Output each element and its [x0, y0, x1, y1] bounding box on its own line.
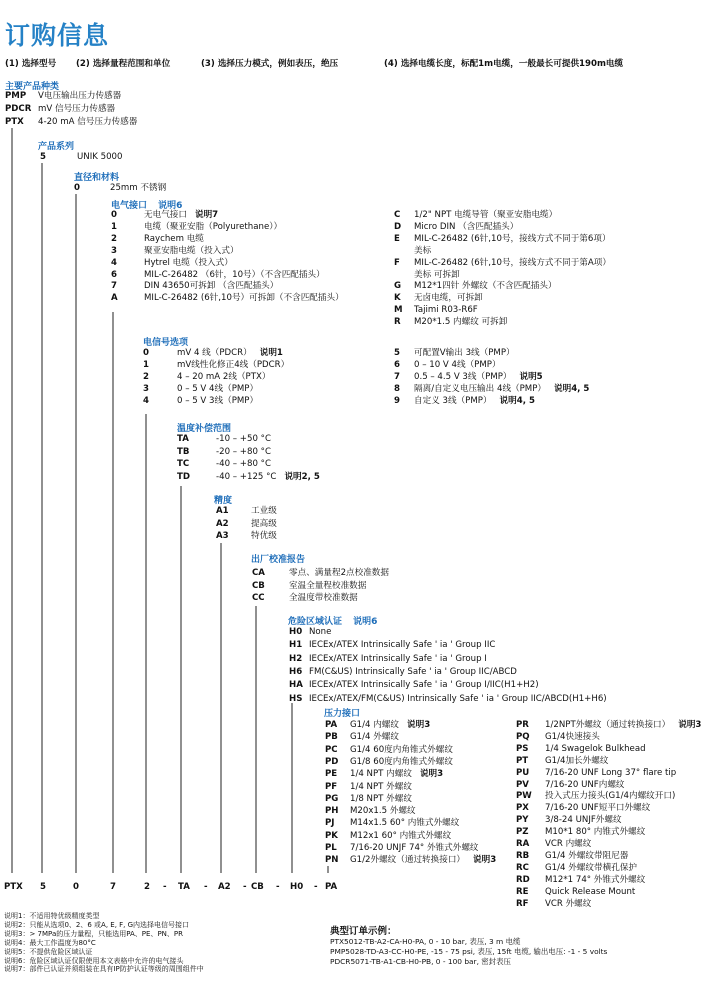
option-desc: MIL-C-26482 (6针,10号，接线方式不同于第6项）	[414, 233, 611, 244]
option-desc: G1/8 60度内角锥式外螺纹	[350, 756, 453, 767]
option-desc: M12*1 74° 外锥式外螺纹	[545, 874, 646, 885]
code-row-item: 5	[40, 882, 46, 892]
hazard-heading-note: 说明6	[353, 617, 378, 627]
option-code: H6	[289, 666, 303, 677]
option-code: 3	[143, 383, 149, 394]
option-desc: Micro DIN （含匹配插头）	[414, 221, 519, 232]
option-code: PL	[325, 843, 337, 853]
option-desc: G1/4快速接头	[545, 731, 600, 742]
option-code: E	[394, 233, 400, 244]
option-desc: 可配置V输出 3线（PMP）	[414, 348, 515, 358]
option-desc: 美标	[414, 245, 432, 256]
code-row-item: 2	[144, 882, 150, 892]
code-row-item: 0	[73, 882, 79, 892]
option-code: PW	[516, 791, 532, 802]
option-desc: 零点、满量程2点校准数据	[289, 568, 389, 578]
option-code: HA	[289, 680, 303, 691]
diameter-code: 0	[74, 183, 80, 193]
option-code: 0	[143, 348, 149, 358]
option-desc: 3/8-24 UNJF外螺纹	[545, 815, 622, 826]
option-note: 说明4, 5	[554, 383, 590, 394]
option-code: H1	[289, 640, 303, 651]
option-desc: IECEx/ATEX Intrinsically Safe ' ia ' Group I	[309, 653, 487, 664]
option-code: RE	[516, 886, 529, 897]
main-type-desc: mV 信号压力传感器	[38, 104, 116, 114]
option-desc: 1/2" NPT 电缆导管（聚亚安脂电缆）	[414, 210, 558, 220]
option-desc: MIL-C-26482 (6针,10号，接线方式不同于第A项）	[414, 257, 611, 268]
option-desc: Tajimi R03-R6F	[414, 305, 478, 316]
option-code: A1	[216, 506, 229, 516]
step-1: (1) 选择型号	[5, 59, 57, 69]
option-code: PR	[516, 720, 529, 730]
option-desc: G1/4 内螺纹 说明3	[350, 720, 431, 730]
temperature-heading: 温度补偿范围	[177, 424, 232, 434]
option-code: A	[111, 293, 118, 304]
option-code: PX	[516, 803, 529, 814]
option-code: PE	[325, 769, 338, 780]
option-code: PC	[325, 744, 338, 755]
option-desc: 1/4 NPT 外螺纹	[350, 781, 412, 792]
option-desc: 投入式压力接头(G1/4内螺纹开口)	[545, 791, 676, 802]
option-desc: 0 – 5 V 4线（PMP）	[177, 383, 259, 394]
step-3: (3) 选择压力模式，例如表压，绝压	[201, 59, 339, 69]
option-code: RD	[516, 874, 530, 885]
option-desc: G1/4加长外螺纹	[545, 755, 609, 766]
option-code: 0	[111, 210, 117, 220]
option-desc: 自定义 3线（PMP） 说明4, 5	[414, 395, 535, 406]
option-desc: DIN 43650可拆卸 （含匹配插头）	[144, 281, 279, 292]
option-desc: 7/16-20 UNJF 74° 外锥式外螺纹	[350, 843, 479, 853]
option-code: RB	[516, 850, 530, 861]
option-code: TC	[177, 459, 190, 469]
option-desc: 0 – 10 V 4线（PMP）	[414, 359, 501, 370]
option-desc: Hytrel 电缆（投入式）	[144, 257, 233, 268]
option-desc: 工业级	[251, 506, 277, 516]
option-code: 7	[394, 371, 400, 382]
main-type-desc: 4-20 mA 信号压力传感器	[38, 117, 138, 127]
option-desc: G1/4 外螺纹带横孔保护	[545, 862, 637, 873]
option-desc: -10 – +50 °C	[216, 434, 271, 444]
note-item: 说明2：只能从选项0、2、6 或A, E, F, G内选择电信号接口	[4, 920, 190, 929]
option-code: 9	[394, 395, 400, 406]
option-desc: 提高级	[251, 518, 277, 529]
signal-heading: 电信号选项	[143, 338, 189, 348]
option-desc: 1/8 NPT 外螺纹	[350, 793, 412, 804]
option-note: 说明3	[419, 769, 444, 780]
option-code: 6	[394, 359, 400, 370]
code-row-item: PTX	[4, 882, 23, 892]
option-desc: -40 – +125 °C 说明2, 5	[216, 471, 320, 482]
option-note: 说明5	[519, 371, 543, 382]
option-code: 6	[111, 269, 117, 280]
option-code: 4	[143, 395, 149, 406]
option-note: 说明1	[259, 348, 283, 358]
option-desc: MIL-C-26482 （6针，10号）（不含匹配插头）	[144, 269, 325, 280]
main-type-desc: V电压输出压力传感器	[38, 91, 122, 101]
option-code: CB	[252, 580, 265, 591]
main-type-heading: 主要产品种类	[5, 82, 60, 92]
option-code: CC	[252, 593, 265, 603]
option-desc: 1/2NPT外螺纹（通过转换接口） 说明3	[545, 720, 702, 730]
code-row-item: -	[314, 882, 318, 892]
option-code: R	[394, 317, 401, 328]
option-desc: G1/4 60度内角锥式外螺纹	[350, 744, 453, 755]
option-code: H2	[289, 653, 303, 664]
option-code: PT	[516, 755, 529, 766]
code-row-item: -	[204, 882, 208, 892]
option-code: F	[394, 257, 400, 268]
option-code: PY	[516, 815, 529, 826]
option-desc: M14x1.5 60° 内锥式外螺纹	[350, 818, 460, 829]
option-desc: 4 – 20 mA 2线（PTX）	[177, 371, 271, 382]
pressure-heading: 压力接口	[324, 709, 361, 719]
diameter-desc: 25mm 不锈钢	[110, 183, 167, 193]
main-type-code: PTX	[5, 117, 24, 127]
option-code: PN	[325, 855, 339, 866]
option-code: 3	[111, 245, 117, 256]
option-code: PJ	[325, 818, 335, 829]
option-desc: VCR 外螺纹	[545, 898, 592, 909]
examples-heading: 典型订单示例：	[330, 926, 397, 937]
option-code: HS	[289, 693, 303, 704]
series-desc: UNIK 5000	[77, 152, 123, 162]
example-item: PTX5012-TB-A2-CA-H0-PA, 0 - 10 bar, 表压, 3 m 电缆	[330, 937, 521, 946]
option-desc: 美标 可拆卸	[414, 269, 460, 280]
option-desc: 7/16-20 UNF内螺纹	[545, 779, 625, 790]
option-code: 8	[394, 383, 400, 394]
option-code: G	[394, 281, 402, 292]
note-item: 说明1：不适用特优级精度类型	[4, 912, 100, 920]
option-code: CA	[252, 568, 265, 578]
main-type-code: PDCR	[5, 104, 32, 114]
option-code: TB	[177, 446, 190, 457]
code-row-item: -	[276, 882, 280, 892]
option-desc: 电缆（聚亚安脂（Polyurethane））	[144, 221, 283, 232]
option-desc: None	[309, 627, 332, 637]
option-code: A2	[216, 518, 229, 529]
option-desc: 1/4 NPT 内螺纹 说明3	[350, 769, 444, 780]
option-code: PH	[325, 806, 339, 817]
option-code: 1	[143, 359, 149, 370]
option-desc: 隔离/自定义电压输出 4线（PMP） 说明4, 5	[414, 383, 590, 394]
option-desc: -20 – +80 °C	[216, 446, 271, 457]
option-code: RF	[516, 898, 529, 909]
step-4: (4) 选择电缆长度，标配1m电缆，一般最长可提供190m电缆	[384, 59, 624, 69]
option-note: 说明7	[194, 210, 219, 220]
option-code: M	[394, 305, 403, 316]
option-note: 说明2, 5	[284, 471, 320, 482]
main-type-code: PMP	[5, 91, 27, 101]
option-code: PA	[325, 720, 338, 730]
note-item: 说明4：最大工作温度为80°C	[4, 938, 96, 947]
option-desc: M12x1 60° 内锥式外螺纹	[350, 830, 452, 841]
option-code: PU	[516, 767, 530, 778]
note-item: 说明6：危险区域认证仅限使用本文表格中允许的电气接头	[4, 956, 184, 965]
option-code: 4	[111, 257, 117, 268]
option-code: H0	[289, 627, 303, 637]
option-code: PS	[516, 743, 529, 754]
code-row-item: 7	[110, 882, 116, 892]
hazard-heading-text: 危险区域认证	[288, 617, 343, 627]
code-row-item: A2	[218, 882, 231, 892]
option-code: PD	[325, 756, 339, 767]
option-desc: 特优级	[251, 531, 277, 541]
option-desc: 全温度带校准数据	[289, 593, 358, 603]
option-code: K	[394, 293, 401, 304]
code-row-item: -	[243, 882, 247, 892]
option-desc: G1/4 外螺纹带阻尼器	[545, 850, 629, 861]
code-row-item: -	[163, 882, 167, 892]
option-desc: IECEx/ATEX Intrinsically Safe ' ia ' Group I/IIC(H1+H2)	[309, 680, 539, 691]
diameter-heading: 直径和材料	[74, 173, 120, 183]
option-code: 2	[111, 233, 117, 244]
option-desc: 0.5 – 4.5 V 3线（PMP） 说明5	[414, 371, 543, 382]
option-desc: 室温全量程校准数据	[289, 580, 367, 591]
accuracy-heading: 精度	[214, 496, 233, 506]
code-row-item: H0	[290, 882, 304, 892]
option-desc: 0 – 5 V 3线（PMP）	[177, 395, 259, 406]
option-code: PZ	[516, 827, 529, 838]
option-code: D	[394, 221, 402, 232]
option-desc: -40 – +80 °C	[216, 459, 271, 469]
option-code: C	[394, 210, 401, 220]
option-code: PV	[516, 779, 529, 790]
option-code: 2	[143, 371, 149, 382]
option-note: 说明3	[407, 720, 431, 730]
option-desc: IECEx/ATEX Intrinsically Safe ' ia ' Group IIC	[309, 640, 496, 651]
option-desc: M20*1.5 内螺纹 可拆卸	[414, 317, 508, 328]
option-desc: M20x1.5 外螺纹	[350, 806, 416, 817]
series-heading: 产品系列	[38, 142, 75, 152]
option-code: 7	[111, 281, 117, 292]
code-row-item: PA	[325, 882, 338, 892]
page-title: 订购信息	[5, 21, 110, 50]
option-note: 说明4, 5	[499, 395, 535, 406]
option-desc: 聚亚安脂电缆（投入式）	[144, 245, 239, 256]
option-code: TA	[177, 434, 189, 444]
note-item: 说明5：不提供危险区域认证	[4, 947, 93, 956]
option-note: 说明3	[473, 855, 497, 866]
option-desc: M10*1 80° 内锥式外螺纹	[545, 827, 646, 838]
option-code: PQ	[516, 731, 530, 742]
option-code: PG	[325, 793, 339, 804]
option-note: 说明3	[678, 720, 702, 730]
electrical-heading-text: 电气接口	[111, 201, 148, 211]
option-code: 1	[111, 221, 117, 232]
option-code: 5	[394, 348, 400, 358]
option-code: RC	[516, 862, 529, 873]
series-code: 5	[40, 152, 46, 162]
option-desc: 7/16-20 UNF短平口外螺纹	[545, 803, 651, 814]
option-desc: IECEx/ATEX/FM(C&US) Intrinsically Safe ' ia ' Group IIC/ABCD(H1+H6)	[309, 693, 607, 704]
code-row-item: TA	[178, 882, 190, 892]
calibration-heading: 出厂校准报告	[251, 555, 306, 565]
option-desc: 无电气接口 说明7	[144, 210, 219, 220]
option-desc: M12*1四针 外螺纹（不含匹配插头）	[414, 281, 557, 292]
option-code: PK	[325, 830, 338, 841]
option-desc: 1/4 Swagelok Bulkhead	[545, 743, 646, 754]
option-desc: mV 4 线（PDCR） 说明1	[177, 348, 283, 358]
step-2: (2) 选择量程范围和单位	[76, 59, 171, 69]
option-desc: FM(C&US) Intrinsically Safe ' ia ' Group IIC/ABCD	[309, 666, 517, 677]
option-desc: G1/4 外螺纹	[350, 732, 400, 743]
electrical-heading-note: 说明6	[158, 201, 183, 211]
option-code: PF	[325, 781, 338, 792]
example-item: PMP5028-TD-A3-CC-H0-PE, -15 - 75 psi, 表压, 15ft 电缆, 输出电压: -1 - 5 volts	[330, 947, 608, 957]
option-code: PB	[325, 732, 338, 743]
option-code: A3	[216, 531, 229, 541]
option-desc: 无卤电缆，可拆卸	[414, 293, 483, 304]
option-desc: MIL-C-26482 (6针,10号）可拆卸（不含匹配插头）	[144, 293, 344, 304]
code-row-item: CB	[251, 882, 264, 892]
option-desc: G1/2外螺纹（通过转换接口） 说明3	[350, 855, 497, 866]
option-desc: VCR 内螺纹	[545, 839, 592, 849]
option-desc: Raychem 电缆	[144, 233, 204, 244]
option-code: RA	[516, 839, 530, 849]
example-item: PDCR5071-TB-A1-CB-H0-PB, 0 - 100 bar, 密封表压	[330, 957, 511, 967]
option-desc: mV线性化修正4线（PDCR）	[177, 359, 290, 370]
option-desc: Quick Release Mount	[545, 886, 636, 897]
note-item: 说明3：> 7MPa的压力量程，只能选用PA、PE、PN、PR	[4, 929, 183, 938]
option-code: TD	[177, 471, 190, 482]
option-desc: 7/16-20 UNF Long 37° flare tip	[545, 767, 677, 778]
note-item: 说明7：部件已认证并须组装在具有IP防护认证等级的周围组件中	[4, 965, 204, 974]
